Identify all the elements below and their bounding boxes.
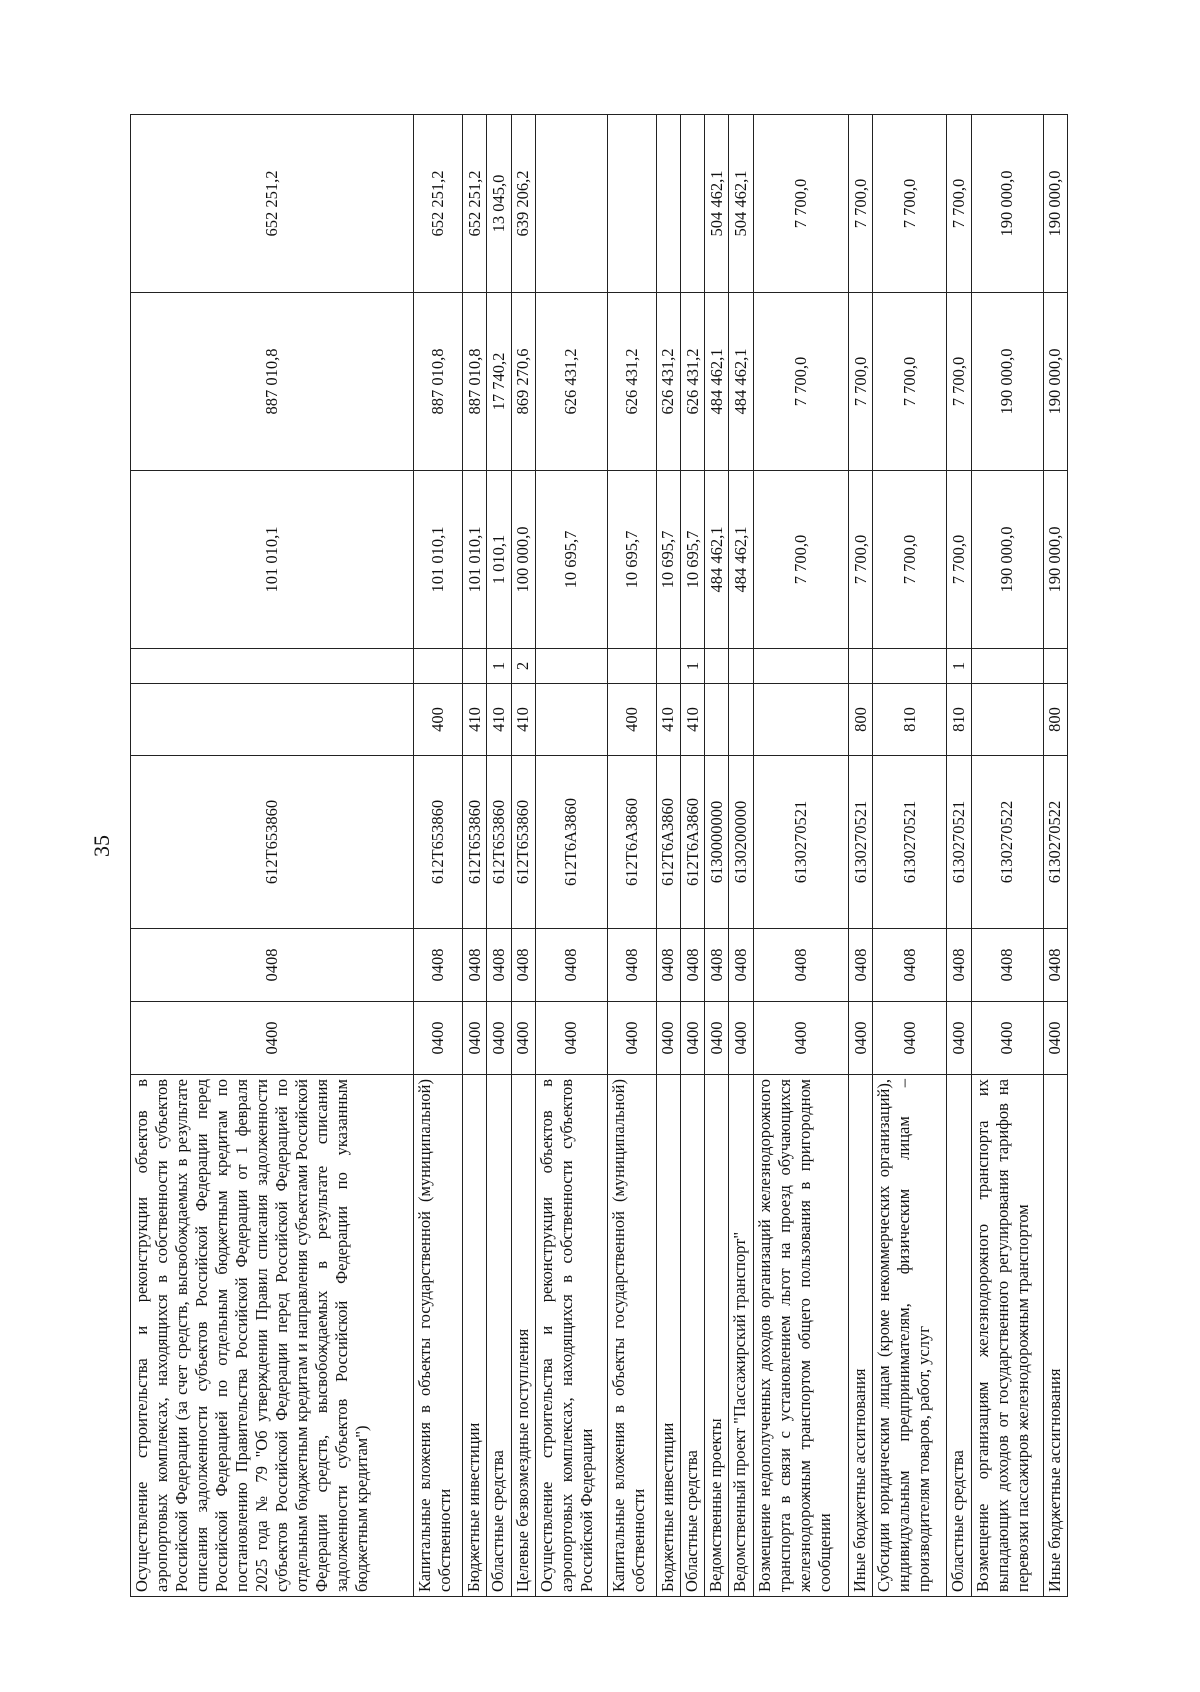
expense-type-code: 800 — [1043, 684, 1067, 756]
year-2-amount: 626 431,2 — [607, 293, 656, 471]
target-article-code: 6130270521 — [947, 756, 971, 929]
year-2-amount: 887 010,8 — [463, 293, 487, 471]
item-name: Возмещение организациям железнодорожного транспорта их выпадающих доходов от государственного регулирования тарифов на перевозки пассажиров железнодорожным транспортом — [971, 1075, 1043, 1597]
subsection-code: 0408 — [729, 929, 753, 1002]
item-name: Бюджетные инвестиции — [656, 1075, 680, 1597]
section-code: 0400 — [463, 1002, 487, 1075]
table-row — [1043, 115, 1067, 1597]
year-1-amount: 7 700,0 — [873, 471, 947, 649]
funding-source-code — [131, 649, 414, 684]
year-3-amount — [656, 115, 680, 293]
year-3-amount: 652 251,2 — [414, 115, 463, 293]
section-code: 0400 — [536, 1002, 608, 1075]
subsection-code: 0408 — [656, 929, 680, 1002]
year-1-amount: 484 462,1 — [729, 471, 753, 649]
expense-type-code: 410 — [487, 684, 511, 756]
expense-type-code: 400 — [414, 684, 463, 756]
target-article-code: 6130270522 — [1043, 756, 1067, 929]
year-1-amount: 7 700,0 — [753, 471, 848, 649]
year-1-amount: 10 695,7 — [607, 471, 656, 649]
target-article-code: 6130270521 — [753, 756, 848, 929]
year-1-amount: 100 000,0 — [511, 471, 535, 649]
expense-type-code: 800 — [848, 684, 872, 756]
year-1-amount: 190 000,0 — [971, 471, 1043, 649]
item-name: Возмещение недополученных доходов организаций железнодорожного транспорта в связи с установлением льгот на проезд обучающихся железнодорожным транспортом общего пользования в пригородном сообщении — [753, 1075, 848, 1597]
target-article-code: 612Т6А3860 — [656, 756, 680, 929]
year-1-amount: 101 010,1 — [414, 471, 463, 649]
target-article-code: 612Т6А3860 — [536, 756, 608, 929]
section-code: 0400 — [131, 1002, 414, 1075]
year-3-amount: 13 045,0 — [487, 115, 511, 293]
subsection-code: 0408 — [947, 929, 971, 1002]
year-3-amount: 190 000,0 — [971, 115, 1043, 293]
year-1-amount: 190 000,0 — [1043, 471, 1067, 649]
subsection-code: 0408 — [536, 929, 608, 1002]
subsection-code: 0408 — [971, 929, 1043, 1002]
target-article-code: 612Т653860 — [414, 756, 463, 929]
section-code: 0400 — [607, 1002, 656, 1075]
section-code: 0400 — [873, 1002, 947, 1075]
section-code: 0400 — [848, 1002, 872, 1075]
year-2-amount: 869 270,6 — [511, 293, 535, 471]
year-3-amount: 7 700,0 — [848, 115, 872, 293]
table-row — [463, 115, 487, 1597]
funding-source-code: 1 — [680, 649, 704, 684]
item-name: Целевые безвозмездные поступления — [511, 1075, 535, 1597]
subsection-code: 0408 — [873, 929, 947, 1002]
funding-source-code: 1 — [487, 649, 511, 684]
subsection-code: 0408 — [753, 929, 848, 1002]
funding-source-code — [848, 649, 872, 684]
year-1-amount: 101 010,1 — [131, 471, 414, 649]
target-article-code: 6130200000 — [729, 756, 753, 929]
item-name: Областные средства — [487, 1075, 511, 1597]
year-1-amount: 484 462,1 — [705, 471, 729, 649]
table-row — [971, 115, 1043, 1597]
target-article-code: 612Т653860 — [511, 756, 535, 929]
funding-source-code — [607, 649, 656, 684]
item-name: Иные бюджетные ассигнования — [1043, 1075, 1067, 1597]
year-1-amount: 10 695,7 — [536, 471, 608, 649]
table-row — [656, 115, 680, 1597]
year-3-amount: 190 000,0 — [1043, 115, 1067, 293]
funding-source-code: 1 — [947, 649, 971, 684]
section-code: 0400 — [487, 1002, 511, 1075]
funding-source-code — [656, 649, 680, 684]
budget-table — [130, 114, 1068, 1597]
year-2-amount: 190 000,0 — [1043, 293, 1067, 471]
item-name: Ведомственные проекты — [705, 1075, 729, 1597]
funding-source-code — [463, 649, 487, 684]
item-name: Иные бюджетные ассигнования — [848, 1075, 872, 1597]
item-name: Капитальные вложения в объекты государственной (муниципальной) собственности — [607, 1075, 656, 1597]
year-1-amount: 10 695,7 — [656, 471, 680, 649]
year-3-amount: 7 700,0 — [947, 115, 971, 293]
section-code: 0400 — [971, 1002, 1043, 1075]
funding-source-code: 2 — [511, 649, 535, 684]
target-article-code: 6130000000 — [705, 756, 729, 929]
year-3-amount: 7 700,0 — [753, 115, 848, 293]
year-2-amount: 190 000,0 — [971, 293, 1043, 471]
item-name: Осуществление строительства и реконструкции объектов в аэропортовых комплексах, находящихся в собственности субъектов Российской Федерации — [536, 1075, 608, 1597]
year-2-amount: 626 431,2 — [656, 293, 680, 471]
table-row — [753, 115, 848, 1597]
year-2-amount: 7 700,0 — [873, 293, 947, 471]
year-2-amount: 7 700,0 — [848, 293, 872, 471]
funding-source-code — [753, 649, 848, 684]
year-1-amount: 7 700,0 — [848, 471, 872, 649]
expense-type-code — [536, 684, 608, 756]
year-1-amount: 1 010,1 — [487, 471, 511, 649]
expense-type-code — [971, 684, 1043, 756]
year-3-amount — [680, 115, 704, 293]
table-row — [414, 115, 463, 1597]
year-1-amount: 101 010,1 — [463, 471, 487, 649]
funding-source-code — [971, 649, 1043, 684]
table-row — [873, 115, 947, 1597]
target-article-code: 612Т6А3860 — [680, 756, 704, 929]
section-code: 0400 — [753, 1002, 848, 1075]
year-3-amount: 504 462,1 — [729, 115, 753, 293]
target-article-code: 612Т653860 — [487, 756, 511, 929]
expense-type-code — [729, 684, 753, 756]
target-article-code: 6130270521 — [848, 756, 872, 929]
budget-table-body — [131, 115, 1068, 1597]
target-article-code: 6130270521 — [873, 756, 947, 929]
expense-type-code: 410 — [656, 684, 680, 756]
item-name: Осуществление строительства и реконструкции объектов в аэропортовых комплексах, находящихся в собственности субъектов Российской Федерации (за счет средств, высвобождаемых в результате списания задолженности субъектов Российской Федерации перед Российской Федерацией по отдельным бюджетным кредитам по постановлению Правительства Российской Федерации от 1 февраля 2025 года № 79 "Об утверждении Правил списания задолженности субъектов Российской Федерации перед Российской Федерацией по отдельным бюджетным кредитам и направления субъектами Российской Федерации средств, высвобождаемых в результате списания задолженности субъектов Российской Федерации по указанным бюджетным кредитам") — [131, 1075, 414, 1597]
target-article-code: 612Т653860 — [131, 756, 414, 929]
funding-source-code — [873, 649, 947, 684]
subsection-code: 0408 — [487, 929, 511, 1002]
expense-type-code: 810 — [947, 684, 971, 756]
year-1-amount: 10 695,7 — [680, 471, 704, 649]
rotated-page — [130, 115, 1068, 1597]
subsection-code: 0408 — [414, 929, 463, 1002]
section-code: 0400 — [414, 1002, 463, 1075]
item-name: Областные средства — [680, 1075, 704, 1597]
expense-type-code — [753, 684, 848, 756]
table-row — [536, 115, 608, 1597]
table-row — [705, 115, 729, 1597]
item-name: Бюджетные инвестиции — [463, 1075, 487, 1597]
table-row — [511, 115, 535, 1597]
year-2-amount: 626 431,2 — [680, 293, 704, 471]
subsection-code: 0408 — [705, 929, 729, 1002]
page-number: 35 — [89, 835, 114, 857]
funding-source-code — [1043, 649, 1067, 684]
table-row — [487, 115, 511, 1597]
funding-source-code — [729, 649, 753, 684]
expense-type-code: 410 — [463, 684, 487, 756]
year-3-amount: 652 251,2 — [131, 115, 414, 293]
expense-type-code: 400 — [607, 684, 656, 756]
section-code: 0400 — [656, 1002, 680, 1075]
table-row — [729, 115, 753, 1597]
table-row — [947, 115, 971, 1597]
expense-type-code — [131, 684, 414, 756]
section-code: 0400 — [705, 1002, 729, 1075]
year-3-amount: 639 206,2 — [511, 115, 535, 293]
section-code: 0400 — [511, 1002, 535, 1075]
year-3-amount: 504 462,1 — [705, 115, 729, 293]
subsection-code: 0408 — [463, 929, 487, 1002]
item-name: Областные средства — [947, 1075, 971, 1597]
subsection-code: 0408 — [607, 929, 656, 1002]
table-row — [607, 115, 656, 1597]
section-code: 0400 — [1043, 1002, 1067, 1075]
table-row — [131, 115, 414, 1597]
year-2-amount: 626 431,2 — [536, 293, 608, 471]
year-3-amount — [607, 115, 656, 293]
target-article-code: 612Т6А3860 — [607, 756, 656, 929]
section-code: 0400 — [729, 1002, 753, 1075]
year-2-amount: 484 462,1 — [729, 293, 753, 471]
funding-source-code — [705, 649, 729, 684]
section-code: 0400 — [947, 1002, 971, 1075]
year-2-amount: 887 010,8 — [414, 293, 463, 471]
year-3-amount: 7 700,0 — [873, 115, 947, 293]
expense-type-code: 410 — [680, 684, 704, 756]
expense-type-code: 810 — [873, 684, 947, 756]
subsection-code: 0408 — [131, 929, 414, 1002]
year-1-amount: 7 700,0 — [947, 471, 971, 649]
section-code: 0400 — [680, 1002, 704, 1075]
year-2-amount: 484 462,1 — [705, 293, 729, 471]
expense-type-code — [705, 684, 729, 756]
subsection-code: 0408 — [680, 929, 704, 1002]
item-name: Капитальные вложения в объекты государственной (муниципальной) собственности — [414, 1075, 463, 1597]
funding-source-code — [414, 649, 463, 684]
year-3-amount: 652 251,2 — [463, 115, 487, 293]
subsection-code: 0408 — [511, 929, 535, 1002]
year-2-amount: 887 010,8 — [131, 293, 414, 471]
year-3-amount — [536, 115, 608, 293]
year-2-amount: 7 700,0 — [947, 293, 971, 471]
subsection-code: 0408 — [848, 929, 872, 1002]
table-row — [680, 115, 704, 1597]
table-row — [848, 115, 872, 1597]
expense-type-code: 410 — [511, 684, 535, 756]
target-article-code: 6130270522 — [971, 756, 1043, 929]
target-article-code: 612Т653860 — [463, 756, 487, 929]
item-name: Субсидии юридическим лицам (кроме некоммерческих организаций), индивидуальным предпринимателям, физическим лицам – производителям товаров, работ, услуг — [873, 1075, 947, 1597]
item-name: Ведомственный проект "Пассажирский транспорт" — [729, 1075, 753, 1597]
subsection-code: 0408 — [1043, 929, 1067, 1002]
year-2-amount: 17 740,2 — [487, 293, 511, 471]
funding-source-code — [536, 649, 608, 684]
year-2-amount: 7 700,0 — [753, 293, 848, 471]
